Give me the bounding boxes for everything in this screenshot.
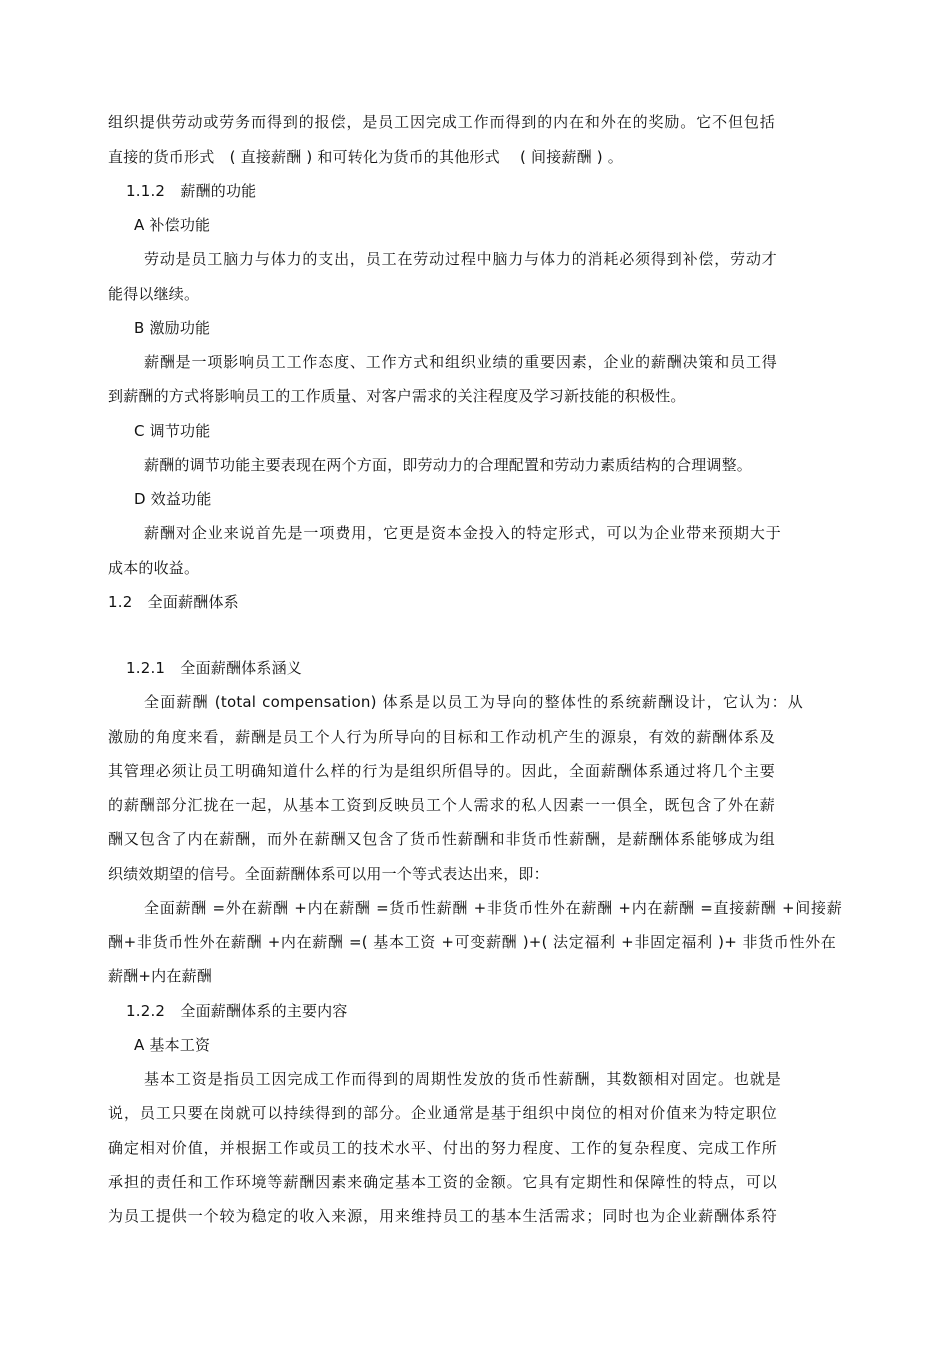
- item-heading: A 基本工资: [134, 1036, 211, 1054]
- paragraph-line: 确定相对价值，并根据工作或员工的技术水平、付出的努力程度、工作的复杂程度、完成工作所: [108, 1139, 777, 1157]
- subsection-heading: 1.2.2 全面薪酬体系的主要内容: [126, 1002, 348, 1020]
- paragraph-line: 薪酬的调节功能主要表现在两个方面，即劳动力的合理配置和劳动力素质结构的合理调整。: [144, 456, 753, 474]
- paragraph-line: 组织提供劳动或劳务而得到的报偿，是员工因完成工作而得到的内在和外在的奖励。它不但包括: [108, 113, 775, 131]
- subsection-heading: 1.1.2 薪酬的功能: [126, 182, 257, 200]
- paragraph-line: 酬又包含了内在薪酬，而外在薪酬又包含了货币性薪酬和非货币性薪酬，是薪酬体系能够成为组: [108, 830, 775, 848]
- paragraph-line: 能得以继续。: [108, 285, 200, 303]
- paragraph-line: 织绩效期望的信号。全面薪酬体系可以用一个等式表达出来，即：: [108, 865, 549, 883]
- paragraph-line: 到薪酬的方式将影响员工的工作质量、对客户需求的关注程度及学习新技能的积极性。: [108, 387, 686, 405]
- formula-line: 薪酬+内在薪酬: [108, 967, 212, 985]
- paragraph-line: 为员工提供一个较为稳定的收入来源，用来维持员工的基本生活需求；同时也为企业薪酬体系符: [108, 1207, 777, 1225]
- paragraph-line: 的薪酬部分汇拢在一起，从基本工资到反映员工个人需求的私人因素一一俱全，既包含了外在薪: [108, 796, 775, 814]
- paragraph-line: 成本的收益。: [108, 559, 200, 577]
- item-heading: A 补偿功能: [134, 216, 211, 234]
- paragraph-line: 承担的责任和工作环境等薪酬因素来确定基本工资的金额。它具有定期性和保障性的特点，可以: [108, 1173, 777, 1191]
- paragraph-line: 薪酬是一项影响员工工作态度、工作方式和组织业绩的重要因素，企业的薪酬决策和员工得: [144, 353, 777, 371]
- formula-line: 酬+非货币性外在薪酬 +内在薪酬 =( 基本工资 +可变薪酬 )+( 法定福利 +非固定福利 )+ 非货币性外在: [108, 933, 836, 951]
- paragraph-line: 薪酬对企业来说首先是一项费用，它更是资本金投入的特定形式，可以为企业带来预期大于: [144, 524, 781, 542]
- paragraph-line: 直接的货币形式 ( 直接薪酬 ) 和可转化为货币的其他形式 ( 间接薪酬 ) 。: [108, 148, 623, 166]
- paragraph-line: 全面薪酬 (total compensation) 体系是以员工为导向的整体性的系统薪酬设计，它认为：从: [144, 693, 803, 711]
- paragraph-line: 劳动是员工脑力与体力的支出，员工在劳动过程中脑力与体力的消耗必须得到补偿，劳动才: [144, 250, 777, 268]
- formula-line: 全面薪酬 =外在薪酬 +内在薪酬 =货币性薪酬 +非货币性外在薪酬 +内在薪酬 =直接薪酬 +间接薪: [144, 899, 842, 917]
- item-heading: D 效益功能: [134, 490, 212, 508]
- subsection-heading: 1.2.1 全面薪酬体系涵义: [126, 659, 302, 677]
- paragraph-line: 激励的角度来看，薪酬是员工个人行为所导向的目标和工作动机产生的源泉，有效的薪酬体系及: [108, 728, 775, 746]
- item-heading: C 调节功能: [134, 422, 211, 440]
- paragraph-line: 其管理必须让员工明确知道什么样的行为是组织所倡导的。因此，全面薪酬体系通过将几个主要: [108, 762, 775, 780]
- item-heading: B 激励功能: [134, 319, 211, 337]
- paragraph-line: 基本工资是指员工因完成工作而得到的周期性发放的货币性薪酬，其数额相对固定。也就是: [144, 1070, 781, 1088]
- section-heading: 1.2 全面薪酬体系: [108, 593, 239, 611]
- paragraph-line: 说，员工只要在岗就可以持续得到的部分。企业通常是基于组织中岗位的相对价值来为特定职位: [108, 1104, 777, 1122]
